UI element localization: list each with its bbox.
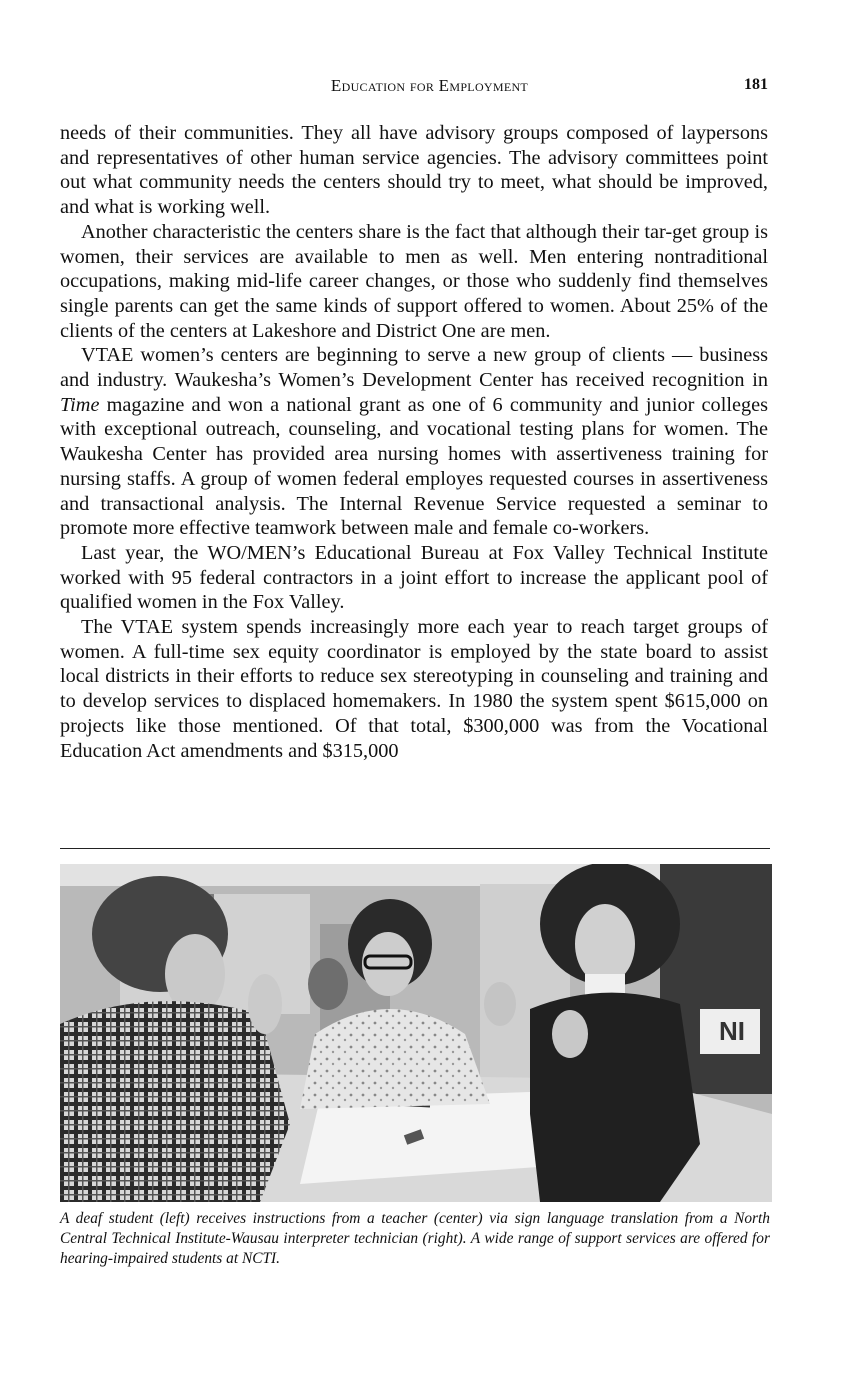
paragraph-4: Last year, the WO/MEN’s Educational Bureau at Fox Valley Technical Institute worked with 95 federal contractors in a joint effort to increase the applicant pool of qualified women in the Fox Valley. <box>60 541 768 614</box>
paragraph-3-lead: VTAE women’s centers are beginning to serve a new group of clients — business and industry. Waukesha’s Women’s Development Center has received recognition in <box>60 344 768 392</box>
magazine-title: Time <box>60 393 100 416</box>
student-shirt <box>60 1001 290 1202</box>
wall-sign-text: NI <box>719 1016 745 1046</box>
page-number: 181 <box>744 76 768 93</box>
paragraph-1: needs of their communities. They all have advisory groups composed of laypersons and representatives of other human service agencies. The advisory committees point out what community needs the centers should try to meet, what should be improved, and what is working well. <box>60 122 768 219</box>
page-header <box>0 76 859 100</box>
separator-rule <box>60 848 770 849</box>
classroom-photo <box>60 864 772 1202</box>
paragraph-5: The VTAE system spends increasingly more each year to reach target groups of women. A full-time sex equity coordinator is employed by the state board to assist local districts in their efforts to reduce sex stereotyping in counseling and training and to develop services to displaced homemakers. In 1980 the system spent $615,000 on projects like those mentioned. Of that total, $300,000 was from the Vocational Education Act amendments and $315,000 <box>60 616 768 762</box>
interpreter-face <box>575 904 635 984</box>
interpreter-hand <box>552 1010 588 1058</box>
photo-caption: A deaf student (left) receives instructions from a teacher (center) via sign language translation from a North Central Technical Institute-Wausau interpreter technician (right). A wide range of support services are offered for hearing-impaired students at NCTI. <box>60 1210 770 1267</box>
background-person <box>308 958 348 1010</box>
paragraph-3 <box>60 343 768 541</box>
student-hand <box>248 974 282 1034</box>
body-text <box>60 121 768 763</box>
paragraph-2: Another characteristic the centers share is the fact that although their tar-get group is women, their services are available to men as well. Men entering nontraditional occupations, making mid-life career changes, or those who suddenly find themselves single parents can get the same kinds of support offered to women. About 25% of the clients of the centers at Lakeshore and District One are men. <box>60 220 768 342</box>
running-title: Education for Employment <box>330 76 529 95</box>
teacher-face <box>362 932 414 996</box>
paragraph-3-rest: magazine and won a national grant as one of 6 community and junior colleges with exceptional outreach, counseling, and vocational testing plans for women. The Waukesha Center has provided area nursing homes with assertiveness training for nursing staffs. A group of women federal employes requested courses in assertiveness and transactional analysis. The Internal Revenue Service requested a seminar to promote more effective teamwork between male and female co-workers. <box>60 393 768 540</box>
interpreter-sign-hand <box>484 982 516 1026</box>
